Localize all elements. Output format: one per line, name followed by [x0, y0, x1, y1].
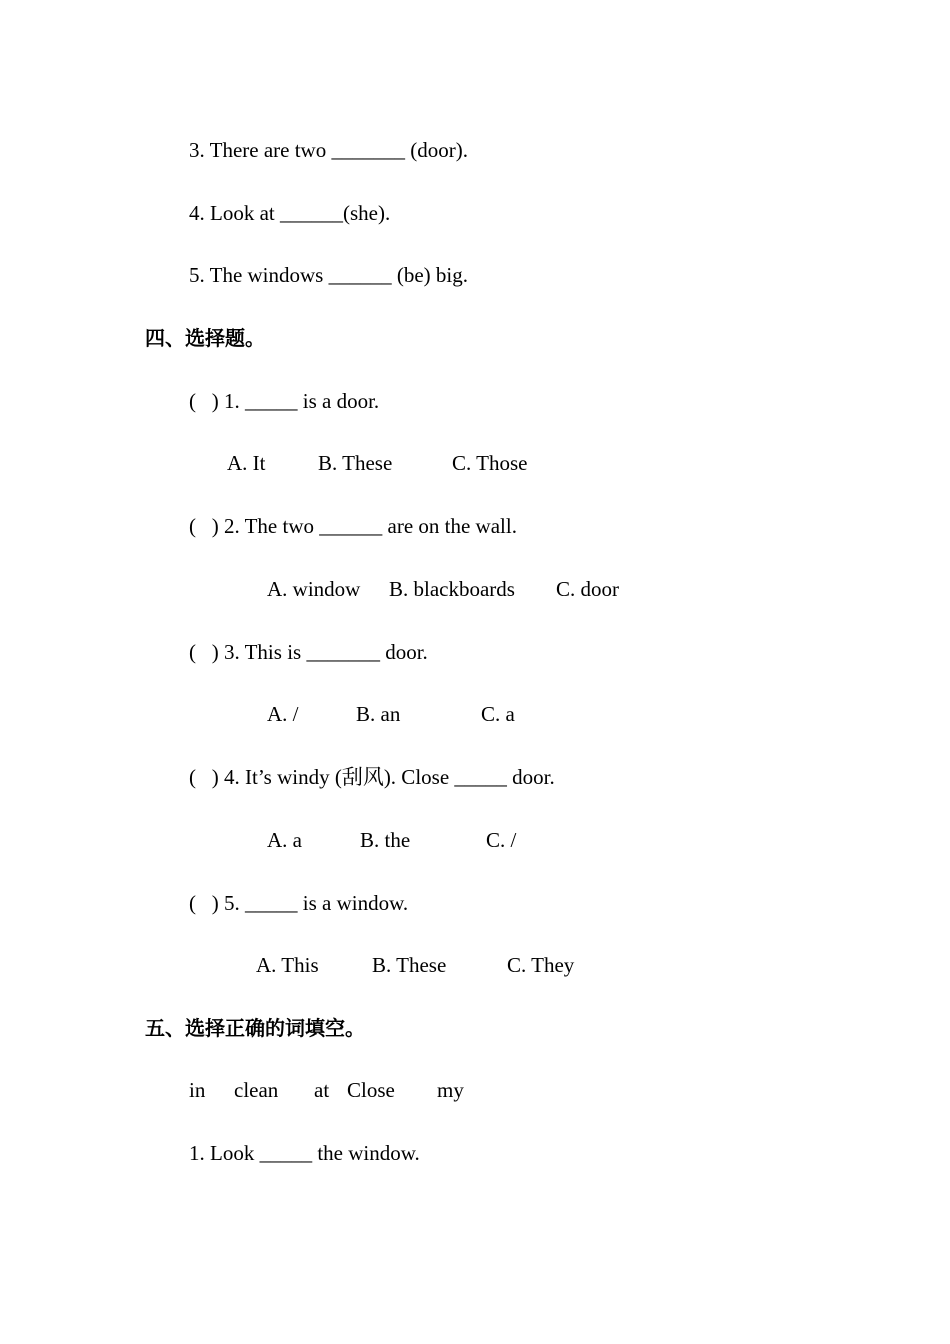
section-5-title: 五、选择正确的词填空。 — [145, 1016, 365, 1040]
mc-question-2: ( ) 2. The two ______ are on the wall. — [189, 514, 517, 538]
mc-q2-option-a: A. window — [267, 577, 361, 601]
word-bank-my: my — [437, 1078, 464, 1102]
fill-word-item-1: 1. Look _____ the window. — [189, 1141, 420, 1165]
word-bank-in: in — [189, 1078, 206, 1102]
mc-q5-option-a: A. This — [256, 953, 319, 977]
mc-q5-option-c: C. They — [507, 953, 575, 977]
word-bank-at: at — [314, 1078, 330, 1102]
mc-q1-option-a: A. It — [227, 451, 266, 475]
mc-q2-option-b: B. blackboards — [389, 577, 515, 601]
section-4-title: 四、选择题。 — [145, 326, 265, 350]
mc-question-5: ( ) 5. _____ is a window. — [189, 891, 409, 915]
mc-q2-option-c: C. door — [556, 577, 619, 601]
mc-q3-option-c: C. a — [481, 702, 515, 726]
mc-q5-option-b: B. These — [372, 953, 447, 977]
mc-q4-option-c: C. / — [486, 828, 517, 852]
mc-q4-option-a: A. a — [267, 828, 302, 852]
fill-item-4: 4. Look at ______(she). — [189, 201, 391, 225]
word-bank-close: Close — [347, 1078, 395, 1102]
mc-q4-option-b: B. the — [360, 828, 411, 852]
word-bank-clean: clean — [234, 1078, 279, 1102]
mc-q3-option-b: B. an — [356, 702, 401, 726]
mc-question-1: ( ) 1. _____ is a door. — [189, 389, 380, 413]
mc-question-3: ( ) 3. This is _______ door. — [189, 640, 428, 664]
fill-item-5: 5. The windows ______ (be) big. — [189, 263, 468, 287]
fill-item-3: 3. There are two _______ (door). — [189, 138, 468, 162]
mc-q1-option-b: B. These — [318, 451, 393, 475]
mc-q3-option-a: A. / — [267, 702, 299, 726]
mc-question-4: ( ) 4. It’s windy (刮风). Close _____ door. — [189, 765, 555, 789]
mc-q1-option-c: C. Those — [452, 451, 528, 475]
